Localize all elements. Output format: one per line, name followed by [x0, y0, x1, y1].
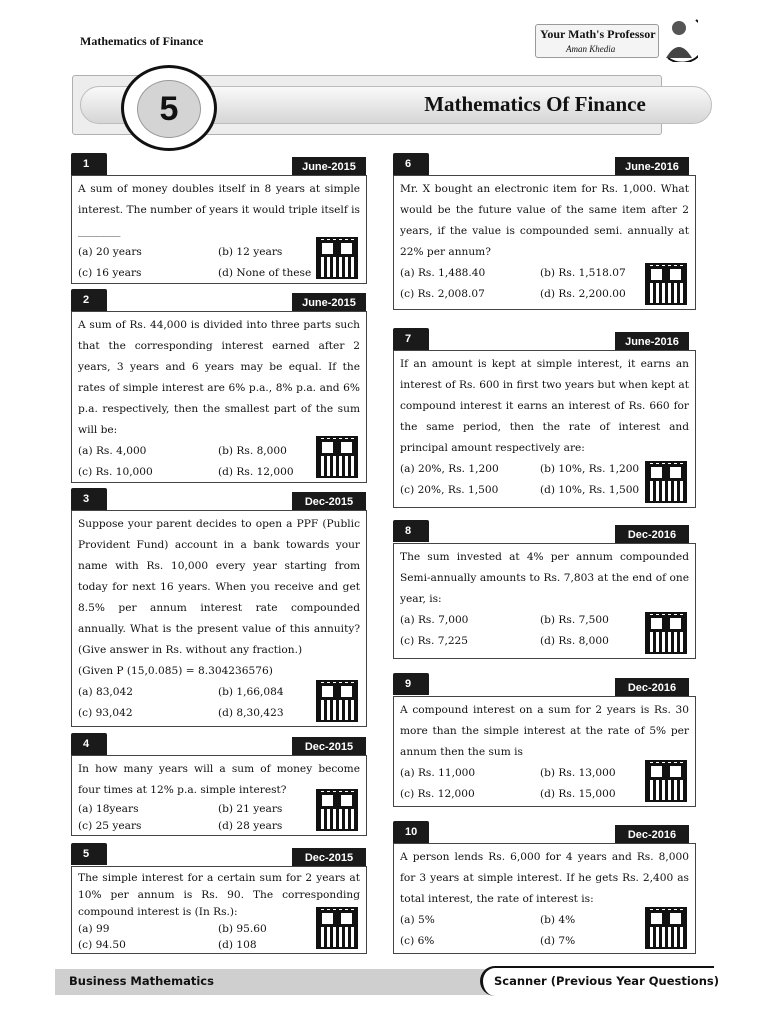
- footer-book-title: Business Mathematics: [69, 974, 214, 988]
- option-a: (a) 20 years: [78, 246, 142, 258]
- option-c: (c) Rs. 2,008.07: [400, 288, 485, 300]
- option-c: (c) 93,042: [78, 707, 133, 719]
- question-number-4: 4: [71, 733, 107, 755]
- question-text-7: If an amount is kept at simple interest, it earns an interest of Rs. 600 in first two years but when kept at compound interest it earns an interest of Rs. 660 for the same period, then the rate of interest and principal amount respectively are:: [400, 358, 689, 454]
- option-c: (c) Rs. 7,225: [400, 635, 469, 647]
- option-a: (a) 5%: [400, 914, 435, 926]
- question-date-6: June-2016: [615, 157, 689, 177]
- qr-code-icon[interactable]: [645, 612, 687, 654]
- question-number-6: 6: [393, 153, 429, 175]
- option-a: (a) Rs. 11,000: [400, 767, 476, 779]
- question-text-6: Mr. X bought an electronic item for Rs. 1,000. What would be the future value of the same item after 2 years, if the value is compounded semi. annually at 22% per annum?: [400, 183, 689, 258]
- option-b: (b) Rs. 8,000: [218, 445, 287, 457]
- question-number-9: 9: [393, 673, 429, 695]
- running-title: Mathematics of Finance: [80, 34, 204, 48]
- question-text-9: A compound interest on a sum for 2 years is Rs. 30 more than the simple interest at the rate of 5% per annum then the sum is: [400, 704, 689, 758]
- question-date-5: Dec-2015: [292, 848, 366, 868]
- qr-code-icon[interactable]: [316, 789, 358, 831]
- question-text-3: Suppose your parent decides to open a PPF (Public Provident Fund) account in a bank towards your name with Rs. 10,000 every year starting from today for next 16 years. When you receive and get 8.5% per annum interest rate compounded annually. What is the present value of this annuity? (Give answer in Rs. without any fraction.): [78, 518, 360, 656]
- qr-code-icon[interactable]: [645, 760, 687, 802]
- question-card-4: [71, 755, 367, 836]
- option-d: (d) 28 years: [218, 820, 283, 832]
- qr-code-icon[interactable]: [645, 263, 687, 305]
- qr-code-icon[interactable]: [316, 237, 358, 279]
- question-card-9: [393, 696, 696, 807]
- question-card-5: [71, 866, 367, 954]
- qr-code-icon[interactable]: [645, 461, 687, 503]
- option-a: (a) 20%, Rs. 1,200: [400, 463, 499, 475]
- qr-code-icon[interactable]: [316, 907, 358, 949]
- qr-code-icon[interactable]: [316, 436, 358, 478]
- option-c: (c) Rs. 10,000: [78, 466, 153, 478]
- question-card-10: [393, 843, 696, 954]
- option-d: (d) 108: [218, 939, 257, 951]
- qr-code-icon[interactable]: [645, 907, 687, 949]
- question-date-7: June-2016: [615, 332, 689, 352]
- question-text-10: A person lends Rs. 6,000 for 4 years and Rs. 8,000 for 3 years at simple interest. If he gets Rs. 2,400 as total interest, the rate of interest is:: [400, 851, 689, 905]
- question-date-1: June-2015: [292, 157, 366, 177]
- question-date-10: Dec-2016: [615, 825, 689, 845]
- option-c: (c) 16 years: [78, 267, 142, 279]
- question-card-2: [71, 311, 367, 483]
- option-a: (a) 18years: [78, 803, 139, 815]
- option-c: (c) 94.50: [78, 939, 126, 951]
- question-number-5: 5: [71, 843, 107, 865]
- question-text-4: In how many years will a sum of money become four times at 12% p.a. simple interest?: [78, 763, 360, 796]
- option-c: (c) 20%, Rs. 1,500: [400, 484, 499, 496]
- option-b: (b) Rs. 7,500: [540, 614, 609, 626]
- brand-logo: [535, 24, 659, 58]
- question-date-9: Dec-2016: [615, 678, 689, 698]
- qr-code-icon[interactable]: [316, 680, 358, 722]
- question-date-2: June-2015: [292, 293, 366, 313]
- question-text-5: The simple interest for a certain sum for 2 years at 10% per annum is Rs. 90. The corresponding compound interest is (In Rs.):: [78, 872, 360, 918]
- option-d: (d) Rs. 2,200.00: [540, 288, 626, 300]
- question-number-10: 10: [393, 821, 429, 843]
- question-card-8: [393, 543, 696, 659]
- option-d: (d) Rs. 12,000: [218, 466, 294, 478]
- option-b: (b) Rs. 13,000: [540, 767, 616, 779]
- question-card-6: [393, 175, 696, 310]
- option-a: (a) 99: [78, 923, 110, 935]
- option-d: (d) Rs. 15,000: [540, 788, 616, 800]
- chapter-title: Mathematics Of Finance: [424, 92, 646, 116]
- option-a: (a) 83,042: [78, 686, 134, 698]
- footer-section-title: Scanner (Previous Year Questions): [494, 974, 719, 988]
- question-text-2: A sum of Rs. 44,000 is divided into three parts such that the corresponding interest earned after 2 years, 3 years and 6 years may be equal. If the rates of simple interest are 6% p.a., 8% p.a. and 6% p.a. respectively, then the smallest part of the sum will be:: [78, 319, 360, 436]
- question-card-3: [71, 510, 367, 727]
- question-number-1: 1: [71, 153, 107, 175]
- brand-signature: Aman Khedia: [566, 44, 616, 54]
- option-b: (b) 4%: [540, 914, 576, 926]
- question-number-3: 3: [71, 488, 107, 510]
- professor-avatar: [660, 14, 698, 62]
- option-b: (b) 12 years: [218, 246, 283, 258]
- brand-title: Your Math's Professor: [540, 27, 656, 41]
- option-d: (d) 10%, Rs. 1,500: [540, 484, 640, 496]
- question-given-3: (Given P (15,0.085) = 8.304236576): [78, 665, 273, 677]
- option-d: (d) 7%: [540, 935, 576, 947]
- question-text-8: The sum invested at 4% per annum compounded Semi-annually amounts to Rs. 7,803 at the end of one year, is:: [400, 551, 689, 605]
- option-b: (b) 95.60: [218, 923, 267, 935]
- question-card-1: [71, 175, 367, 284]
- option-c: (c) 25 years: [78, 820, 142, 832]
- option-b: (b) 1,66,084: [218, 686, 284, 698]
- option-b: (b) Rs. 1,518.07: [540, 267, 626, 279]
- question-date-8: Dec-2016: [615, 525, 689, 545]
- chapter-number: 5: [159, 90, 179, 128]
- question-number-8: 8: [393, 520, 429, 542]
- option-c: (c) 6%: [400, 935, 435, 947]
- option-c: (c) Rs. 12,000: [400, 788, 475, 800]
- question-date-3: Dec-2015: [292, 492, 366, 512]
- option-a: (a) Rs. 4,000: [78, 445, 147, 457]
- option-d: (d) 8,30,423: [218, 707, 284, 719]
- question-date-4: Dec-2015: [292, 737, 366, 757]
- option-b: (b) 21 years: [218, 803, 283, 815]
- option-b: (b) 10%, Rs. 1,200: [540, 463, 640, 475]
- option-a: (a) Rs. 1,488.40: [400, 267, 486, 279]
- question-number-7: 7: [393, 328, 429, 350]
- option-a: (a) Rs. 7,000: [400, 614, 469, 626]
- option-d: (d) Rs. 8,000: [540, 635, 609, 647]
- question-text-1: A sum of money doubles itself in 8 years at simple interest. The number of years it would triple itself is ________: [78, 183, 360, 237]
- question-number-2: 2: [71, 289, 107, 311]
- question-card-7: [393, 350, 696, 508]
- option-d: (d) None of these: [218, 267, 312, 279]
